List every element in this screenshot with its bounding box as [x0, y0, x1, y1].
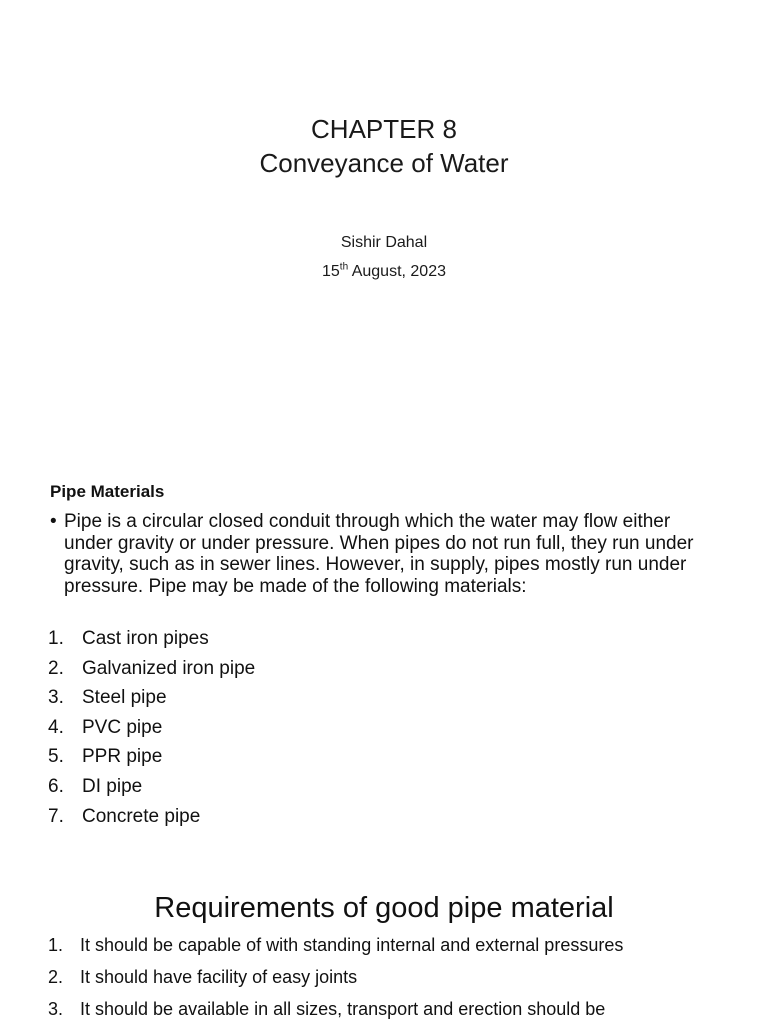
- list-item: [48, 930, 623, 962]
- list-item-number: 5.: [48, 746, 64, 768]
- list-item-text: DI pipe: [82, 775, 143, 797]
- meta-block: [0, 228, 768, 286]
- chapter-label: CHAPTER 8: [311, 114, 457, 144]
- list-item-number: 4.: [48, 716, 64, 738]
- author-name: Sishir Dahal: [340, 234, 428, 251]
- list-item-text: It should be capable of with standing internal and external pressures: [80, 935, 624, 955]
- list-item: [48, 994, 623, 1024]
- date-suffix: th: [339, 261, 349, 273]
- list-item-text: Cast iron pipes: [82, 628, 209, 649]
- list-item: [48, 713, 255, 743]
- requirements-heading: Requirements of good pipe material: [154, 892, 614, 924]
- title-block: [0, 112, 768, 180]
- list-item-text: PPR pipe: [82, 746, 163, 768]
- list-item-text: PVC pipe: [82, 716, 163, 738]
- list-item-number: 6.: [48, 775, 64, 797]
- date-rest: August, 2023: [348, 263, 446, 280]
- chapter-title: Conveyance of Water: [259, 148, 509, 178]
- list-item-text: Steel pipe: [82, 687, 167, 709]
- requirements-list: [48, 930, 623, 1024]
- list-item: [48, 624, 255, 654]
- list-item: [48, 683, 255, 713]
- pipe-materials-list: [48, 624, 255, 831]
- list-item-text: Galvanized iron pipe: [82, 657, 256, 679]
- list-item-text: It should be available in all sizes, transport and erection should be: [80, 999, 606, 1019]
- list-item: [48, 962, 623, 994]
- presentation-date: [0, 257, 768, 286]
- list-item: [48, 772, 255, 802]
- date-day: 15: [322, 263, 340, 280]
- list-item-number: 3.: [48, 687, 64, 709]
- pipe-definition-bullet: [50, 511, 710, 597]
- list-item: [48, 654, 255, 684]
- list-item: [48, 742, 255, 772]
- list-item-number: 2.: [48, 657, 64, 679]
- bullet-dot: •: [50, 511, 57, 532]
- list-item: [48, 802, 255, 832]
- list-item-number: 1.: [48, 628, 64, 649]
- pipe-definition-text: Pipe is a circular closed conduit through which the water may flow either under gravity or under pressure. When pipes do not run full, they run under gravity, such as in sewer lines. However, in supply, pipes mostly run under pressure. Pipe may be made of the following materials:: [64, 511, 694, 597]
- list-item-number: 2.: [48, 967, 64, 987]
- pipe-materials-heading: Pipe Materials: [50, 482, 165, 501]
- list-item-text: It should have facility of easy joints: [80, 967, 358, 987]
- list-item-number: 1.: [48, 935, 64, 955]
- list-item-text: Concrete pipe: [82, 805, 201, 827]
- list-item-number: 3.: [48, 999, 64, 1019]
- list-item-number: 7.: [48, 805, 64, 827]
